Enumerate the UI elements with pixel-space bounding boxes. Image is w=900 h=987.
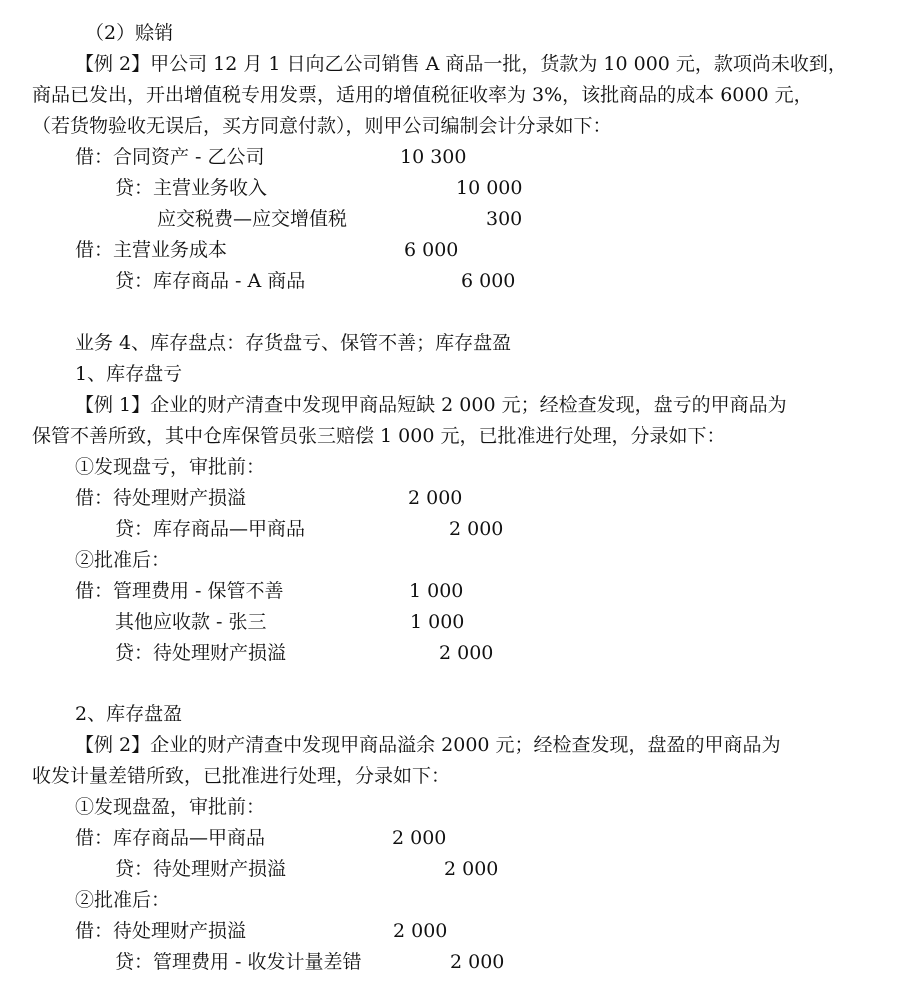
entry-amount: 6 000 bbox=[404, 239, 459, 261]
entry-amount: 2 000 bbox=[439, 642, 494, 664]
entry-label: 应交税费—应交增值税 bbox=[157, 208, 348, 230]
entry-label: 借：管理费用 - 保管不善 bbox=[75, 580, 284, 602]
credit-sale-heading: （2）赊销 bbox=[85, 22, 174, 44]
entry-amount: 10 000 bbox=[456, 177, 523, 199]
credit-sale-example-line-1: 【例 2】甲公司 12 月 1 日向乙公司销售 A 商品一批，货款为 10 000 元，款项尚未收到， bbox=[75, 53, 847, 75]
entry-amount: 1 000 bbox=[410, 611, 465, 633]
entry-amount: 10 300 bbox=[400, 146, 467, 168]
entry-amount: 300 bbox=[486, 208, 523, 230]
inventory-surplus-step-1: ①发现盘盈，审批前： bbox=[75, 796, 266, 818]
entry-label: 借：主营业务成本 bbox=[75, 239, 228, 261]
inventory-surplus-step-2: ②批准后： bbox=[75, 889, 171, 911]
inventory-loss-example-line-1: 【例 1】企业的财产清查中发现甲商品短缺 2 000 元；经检查发现，盘亏的甲商品为 bbox=[75, 394, 787, 416]
inventory-loss-step-2: ②批准后： bbox=[75, 549, 171, 571]
entry-amount: 1 000 bbox=[409, 580, 464, 602]
inventory-heading: 业务 4、库存盘点：存货盘亏、保管不善；库存盘盈 bbox=[75, 332, 512, 354]
credit-sale-example-line-2: 商品已发出，开出增值税专用发票，适用的增值税征收率为 3%，该批商品的成本 6000 元， bbox=[32, 84, 813, 106]
inventory-surplus-example-line-2: 收发计量差错所致，已批准进行处理，分录如下： bbox=[32, 765, 451, 787]
entry-label: 借：待处理财产损溢 bbox=[75, 487, 247, 509]
entry-label: 其他应收款 - 张三 bbox=[115, 611, 267, 633]
inventory-loss-example-line-2: 保管不善所致，其中仓库保管员张三赔偿 1 000 元，已批准进行处理，分录如下： bbox=[32, 425, 726, 447]
inventory-surplus-heading: 2、库存盘盈 bbox=[75, 703, 183, 725]
inventory-loss-heading: 1、库存盘亏 bbox=[75, 363, 183, 385]
entry-amount: 2 000 bbox=[449, 518, 504, 540]
inventory-surplus-example-line-1: 【例 2】企业的财产清查中发现甲商品溢余 2000 元；经检查发现，盘盈的甲商品为 bbox=[75, 734, 781, 756]
credit-sale-example-line-3: （若货物验收无误后，买方同意付款），则甲公司编制会计分录如下： bbox=[32, 115, 612, 137]
entry-label: 贷：库存商品—甲商品 bbox=[115, 518, 306, 540]
inventory-loss-step-1: ①发现盘亏，审批前： bbox=[75, 456, 266, 478]
entry-label: 贷：待处理财产损溢 bbox=[115, 858, 287, 880]
entry-amount: 6 000 bbox=[461, 270, 516, 292]
entry-label: 贷：主营业务收入 bbox=[115, 177, 268, 199]
entry-label: 贷：管理费用 - 收发计量差错 bbox=[115, 951, 362, 973]
entry-amount: 2 000 bbox=[392, 827, 447, 849]
entry-amount: 2 000 bbox=[444, 858, 499, 880]
entry-label: 借：待处理财产损溢 bbox=[75, 920, 247, 942]
entry-label: 借：库存商品—甲商品 bbox=[75, 827, 266, 849]
entry-label: 借：合同资产 - 乙公司 bbox=[75, 146, 265, 168]
entry-label: 贷：库存商品 - A 商品 bbox=[115, 270, 306, 292]
entry-amount: 2 000 bbox=[408, 487, 463, 509]
entry-label: 贷：待处理财产损溢 bbox=[115, 642, 287, 664]
entry-amount: 2 000 bbox=[393, 920, 448, 942]
entry-amount: 2 000 bbox=[450, 951, 505, 973]
